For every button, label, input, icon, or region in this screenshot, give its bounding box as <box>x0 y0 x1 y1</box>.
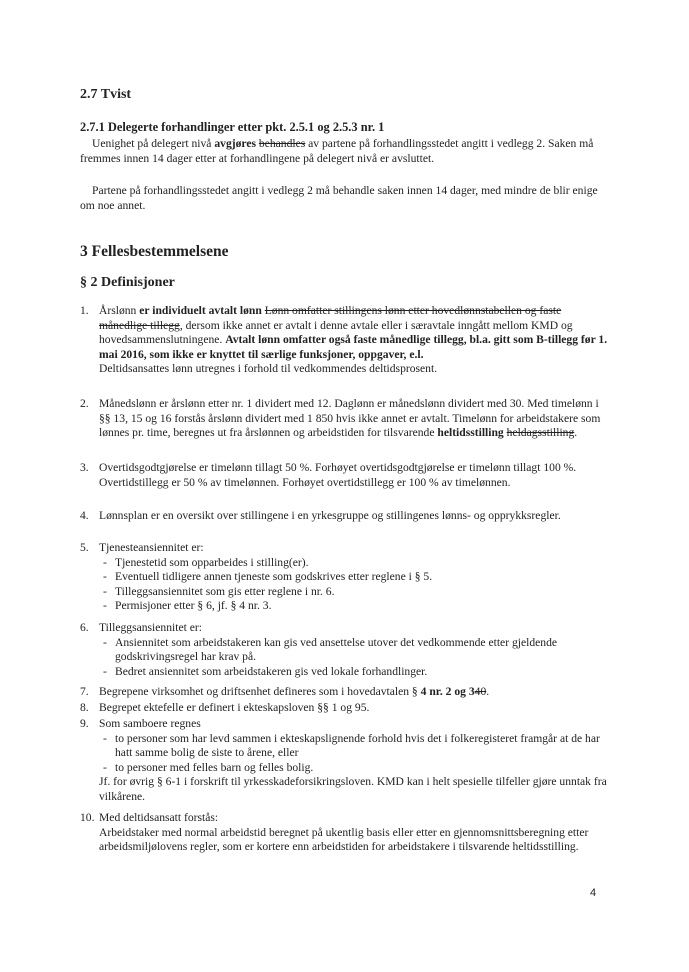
section-heading-tvist: 2.7 Tvist <box>80 87 132 102</box>
sub-list-text: Tilleggsansiennitet som gis etter reglene i nr. 6. <box>115 584 335 598</box>
inserted-text: er individuelt avtalt lønn <box>139 304 262 317</box>
list-item-body: Begrepet ektefelle er definert i ekteskapsloven §§ 1 og 95. <box>99 701 370 714</box>
list-item-5 <box>80 541 610 614</box>
text-run: . <box>574 426 578 440</box>
text-run: Årslønn <box>99 304 140 317</box>
list-item-body <box>99 685 610 700</box>
dash-bullet: - <box>103 555 107 569</box>
text-run: av partene på forhandlingsstedet angitt i vedlegg 2. Saken må fremmes innen 14 dager etter at forhandlingene på delegert nivå er avsluttet. <box>80 137 594 165</box>
sub-list-text: Ansiennitet som arbeidstakeren kan gis ved ansettelse utover det vedkommende etter gjeldende godskrivingsregel har krav på. <box>115 635 558 664</box>
sub-list-text: Permisjoner etter § 6, jf. § 4 nr. 3. <box>115 599 272 613</box>
list-number: 4. <box>80 509 89 522</box>
dash-bullet: - <box>103 599 107 613</box>
list-item-body <box>99 304 610 377</box>
list-item-note: Deltidsansattes lønn utregnes i forhold til vedkommendes deltidsprosent. <box>99 362 438 376</box>
list-item-body: Tilleggsansiennitet er: <box>99 621 202 634</box>
list-number: 8. <box>80 701 89 714</box>
sub-list-text: Tjenestetid som opparbeides i stilling(er). <box>115 555 309 569</box>
list-number: 6. <box>80 621 89 634</box>
dash-bullet: - <box>103 584 107 598</box>
sub-list-text: to personer som har levd sammen i ekteskapslignende forhold hvis det i folkeregisteret framgår at de har hatt samme bolig de siste to årene, eller <box>115 731 600 760</box>
list-item-9 <box>80 717 610 805</box>
list-item-body: Lønnsplan er en oversikt over stillingene i en yrkesgruppe og stillingenes lønns- og opprykksregler. <box>99 509 561 522</box>
deleted-text: behandles <box>258 137 306 150</box>
list-item-body: Som samboere regnes <box>99 717 201 730</box>
deleted-text: heldagsstilling <box>506 426 575 440</box>
text-run: Uenighet på delegert nivå <box>92 137 215 150</box>
sub-list-text: Eventuell tidligere annen tjeneste som godskrives etter reglene i § 5. <box>115 570 433 584</box>
list-number: 2. <box>80 397 89 410</box>
sub-list-item <box>103 556 610 571</box>
dash-bullet: - <box>103 570 107 584</box>
sub-list-item <box>103 570 610 585</box>
list-number: 7. <box>80 685 89 698</box>
list-item-4 <box>80 509 610 524</box>
sub-list-text: to personer med felles barn og felles bolig. <box>115 760 314 774</box>
sub-list-item <box>103 599 610 614</box>
list-item-3 <box>80 461 610 490</box>
subsection-heading-definisjoner: § 2 Definisjoner <box>80 275 175 290</box>
text-run: . <box>486 685 490 698</box>
list-item-body: Tjenesteansiennitet er: <box>99 541 204 554</box>
sub-list-item <box>103 761 610 776</box>
list-item-10 <box>80 811 610 855</box>
text-run: , dersom ikke annet er avtalt i denne avtale eller i særavtale inngått mellom KMD og hovedsammenslutningene. <box>99 318 573 347</box>
list-item-body: Med deltidsansatt forstås: <box>99 811 219 824</box>
list-number: 9. <box>80 717 89 730</box>
dash-bullet: - <box>103 760 107 774</box>
sub-list-text: Bedret ansiennitet som arbeidstakeren gis ved lokale forhandlinger. <box>115 664 428 678</box>
text-run: Begrepene virksomhet og driftsenhet defineres som i hovedavtalen § <box>99 685 421 698</box>
list-item-6 <box>80 621 610 679</box>
list-item-detail: Arbeidstaker med normal arbeidstid beregnet på ukentlig basis eller etter en gjennomsnittsberegning etter arbeidsmiljølovens regler, som er kortere enn arbeidstiden for arbeidstakere i tilsvarende heltidsstilling. <box>99 825 589 854</box>
deleted-text: Lønn omfatter stillingens lønn etter hovedlønnstabellen og faste månedlige tillegg <box>99 304 562 332</box>
inserted-text: Avtalt lønn omfatter også faste månedlige tillegg, bl.a. gitt som B-tillegg før 1. mai 2016, som ikke er knyttet til særlige funksjoner, oppgaver, e.l. <box>99 333 608 361</box>
inserted-text: heltidsstilling <box>437 426 504 440</box>
list-item-1 <box>80 304 610 377</box>
list-item-2 <box>80 397 610 441</box>
list-number: 10. <box>80 811 95 824</box>
inserted-text: 4 nr. 2 og 3 <box>420 685 475 698</box>
list-item-body <box>99 397 610 441</box>
deleted-text: 40 <box>474 685 487 698</box>
list-number: 5. <box>80 541 89 554</box>
section-heading-fellesbestemmelsene: 3 Fellesbestemmelsene <box>80 243 229 260</box>
sub-list-item <box>103 665 610 680</box>
sub-list-item <box>103 636 610 665</box>
list-item-7 <box>80 685 610 700</box>
sub-list-item <box>103 732 610 761</box>
list-item-body: Overtidsgodtgjørelse er timelønn tillagt 50 %. Forhøyet overtidsgodtgjørelse er timelønn tillagt 100 %. Overtidstillegg er 50 % av timelønnen. Forhøyet overtidstillegg er 100 % av timelønnen. <box>99 461 577 489</box>
list-item-8 <box>80 701 610 716</box>
dash-bullet: - <box>103 731 107 745</box>
list-number: 3. <box>80 461 89 474</box>
paragraph-uenighet <box>80 137 600 166</box>
text-run: Månedslønn er årslønn etter nr. 1 dividert med 12. Daglønn er månedslønn dividert med 30. Med timelønn i §§ 13, 15 og 16 forstås årslønn dividert med 1 850 hvis ikke annet er avtalt. Timelønn for arbeidstakere som lønnes pr. time, beregnes ut fra årslønnen og arbeidstiden for tilsvarende <box>99 397 601 440</box>
paragraph-partene: Partene på forhandlingsstedet angitt i vedlegg 2 må behandle saken innen 14 dager, med mindre de blir enige om noe annet. <box>80 184 598 212</box>
list-number: 1. <box>80 304 89 317</box>
inserted-text: avgjøres <box>214 137 256 150</box>
subsection-heading-delegerte: 2.7.1 Delegerte forhandlinger etter pkt. 2.5.1 og 2.5.3 nr. 1 <box>80 120 385 134</box>
dash-bullet: - <box>103 635 107 649</box>
list-item-note: Jf. for øvrig § 6-1 i forskrift til yrkesskadeforsikringsloven. KMD kan i helt spesielle tilfeller gjøre unntak fra vilkårene. <box>99 775 607 803</box>
dash-bullet: - <box>103 664 107 678</box>
page-number: 4 <box>590 887 597 899</box>
sub-list-item <box>103 585 610 600</box>
